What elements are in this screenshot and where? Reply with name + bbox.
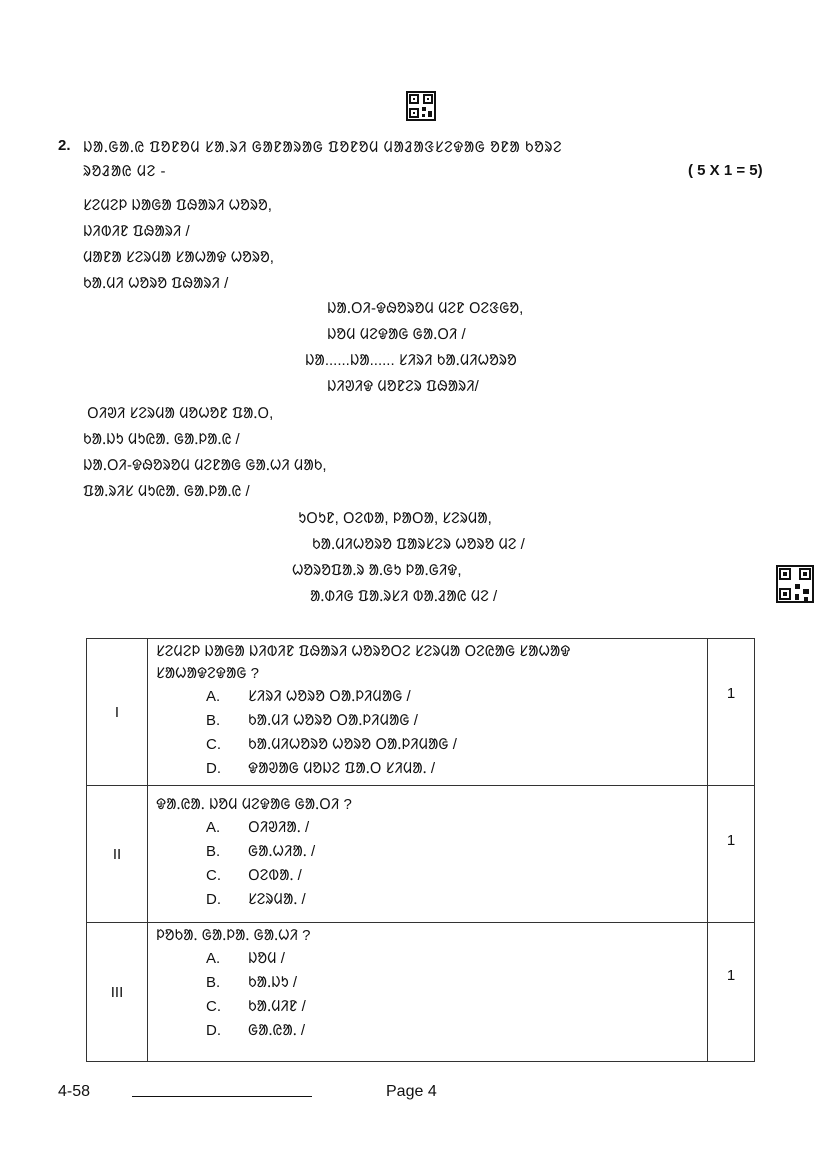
- table-row: [87, 923, 755, 1062]
- poem-stanza-4: [292, 506, 525, 610]
- poem-line: ᱥᱮᱢᱮᱞ ᱡᱟᱜᱟ ᱯᱷᱟᱨᱤ ᱦᱚᱨᱚ,: [83, 197, 272, 214]
- poem-line: ᱡᱟ......ᱡᱟ...... ᱥᱤᱨᱤ ᱠᱟᱹᱢᱤᱦᱚᱨᱚ: [305, 352, 517, 369]
- poem-line: ᱟᱹᱰᱤᱜ ᱯᱟᱹᱨᱥᱤ ᱵᱟᱹᱲᱟᱭ ᱢᱮ /: [310, 588, 498, 605]
- poem-line: ᱩᱛᱩᱱ, ᱛᱮᱵᱟ, ᱞᱟᱛᱟ, ᱥᱮᱨᱢᱟ,: [298, 510, 492, 527]
- sub-question-text: ᱫᱟᱹᱭᱟᱹ ᱡᱚᱢ ᱢᱮᱫᱟᱜ ᱜᱟᱹᱛᱤ ?: [156, 796, 352, 813]
- option-b: B. ᱠᱟᱹᱢᱤ ᱦᱚᱨᱚ ᱛᱟᱹᱞᱤᱢᱟᱜ /: [206, 712, 418, 729]
- question-marks: ( 5 X 1 = 5): [688, 162, 763, 179]
- option-d: D. ᱫᱟᱣᱟᱜ ᱢᱚᱡᱮ ᱯᱟᱹᱛ ᱥᱤᱢᱟᱹ /: [206, 760, 436, 777]
- option-c: C. ᱠᱟᱹᱢᱤᱦᱚᱨᱚ ᱦᱚᱨᱚ ᱛᱟᱹᱞᱤᱢᱟᱜ /: [206, 736, 457, 753]
- poem-line: ᱢᱟᱱᱟ ᱥᱮᱨᱢᱟ ᱥᱟᱦᱟᱫ ᱦᱚᱨᱚ,: [83, 249, 274, 266]
- footer-divider: [132, 1096, 312, 1097]
- row-number: III: [87, 923, 148, 1062]
- poem-stanza-3: [83, 401, 327, 505]
- poem-line: ᱠᱟᱹᱡᱩ ᱢᱩᱭᱟᱹ ᱜᱟᱹᱞᱟᱹᱭ /: [83, 431, 240, 448]
- option-a: A. ᱡᱚᱢ /: [206, 950, 285, 967]
- poem-stanza-2: [305, 296, 523, 400]
- page-number: Page 4: [386, 1083, 437, 1100]
- qr-code-top: [406, 91, 436, 121]
- poem-line: ᱠᱟᱹᱢᱤᱦᱚᱨᱚ ᱯᱟᱨᱥᱮᱨ ᱦᱚᱨᱚ ᱢᱮ /: [312, 536, 525, 553]
- option-b: B. ᱜᱟᱹᱦᱤᱟᱹ /: [206, 843, 316, 860]
- poem-line: ᱦᱚᱨᱚᱯᱟᱹᱨ ᱟᱹᱜᱩ ᱞᱟᱹᱜᱤᱫ,: [292, 562, 462, 579]
- poem-line: ᱡᱚᱢ ᱢᱮᱫᱟᱜ ᱜᱟᱹᱛᱤ /: [327, 326, 466, 343]
- question-cell: [148, 923, 708, 1062]
- row-mark: 1: [708, 923, 755, 1062]
- qr-code-side: [776, 565, 814, 603]
- option-b: B. ᱠᱟᱹᱡᱩ /: [206, 974, 298, 991]
- table-row: [87, 639, 755, 786]
- row-mark: 1: [708, 786, 755, 923]
- poem-line: ᱡᱟᱹᱛᱤ-ᱫᱷᱚᱨᱚᱢ ᱢᱮᱱᱟᱜ ᱜᱟᱹᱦᱤ ᱢᱟᱠ,: [83, 457, 327, 474]
- questions-table: [86, 638, 755, 1062]
- poem-line: ᱯᱟᱹᱨᱤᱥ ᱢᱩᱭᱟᱹ ᱜᱟᱹᱞᱟᱹᱭ /: [83, 483, 250, 500]
- row-number: II: [87, 786, 148, 923]
- sub-question-text: ᱥᱮᱢᱮᱞ ᱡᱟᱜᱟ ᱡᱤᱵᱤᱱ ᱯᱷᱟᱨᱤ ᱦᱚᱨᱚᱛᱮ ᱥᱮᱨᱢᱟ ᱛᱮᱭᱟᱜ ᱥᱟᱦᱟᱫ: [156, 643, 571, 660]
- row-mark: 1: [708, 639, 755, 786]
- sub-question-text: ᱞᱚᱠᱟᱹ ᱜᱟᱹᱞᱟᱹ ᱜᱟᱹᱦᱤ ?: [156, 927, 311, 944]
- poem-line: ᱡᱟᱹᱛᱤ-ᱫᱷᱚᱨᱚᱢ ᱢᱮᱱ ᱛᱮᱝᱜᱚ,: [327, 300, 524, 317]
- row-number: I: [87, 639, 148, 786]
- table-row: [87, 786, 755, 923]
- question-instruction-line2: ᱨᱚᱲᱟᱭ ᱢᱮ -: [83, 163, 166, 180]
- footer-code: 4-58: [58, 1083, 91, 1100]
- question-instruction-line1: ᱡᱟᱹᱜᱟᱹᱭ ᱯᱚᱱᱚᱢ ᱥᱟᱹᱨᱤ ᱜᱟᱱᱟᱨᱟᱜ ᱯᱚᱱᱚᱢ ᱢᱟᱲᱟᱝᱥᱮᱫᱟᱜ ᱚᱱᱟ ᱠᱚᱨᱮ: [83, 139, 563, 156]
- question-number: 2.: [58, 137, 71, 154]
- option-c: C. ᱛᱮᱵᱟᱹ /: [206, 867, 302, 884]
- option-a: A. ᱥᱤᱨᱤ ᱦᱚᱨᱚ ᱛᱟᱹᱞᱤᱢᱟᱜ /: [206, 688, 411, 705]
- poem-line: ᱡᱤᱵᱤᱱ ᱯᱷᱟᱨᱤ /: [83, 223, 190, 240]
- sub-question-text-cont: ᱥᱟᱦᱟᱫᱮᱫᱟᱜ ?: [156, 665, 259, 682]
- question-cell: [148, 639, 708, 786]
- poem-line: ᱡᱤᱣᱤᱫ ᱢᱚᱱᱮᱨ ᱯᱷᱟᱨᱤ/: [327, 378, 479, 395]
- option-d: D. ᱜᱟᱹᱭᱟᱹ /: [206, 1022, 306, 1039]
- option-d: D. ᱥᱮᱨᱢᱟᱹ /: [206, 891, 306, 908]
- option-a: A. ᱛᱤᱣᱤᱟᱹ /: [206, 819, 310, 836]
- poem-line: ᱠᱟᱹᱢᱤ ᱦᱚᱨᱚ ᱯᱷᱟᱨᱤ /: [83, 275, 229, 292]
- question-cell: [148, 786, 708, 923]
- poem-line: ᱛᱤᱣᱤ ᱥᱮᱨᱢᱟ ᱢᱚᱦᱚᱱ ᱯᱟᱹᱛ,: [87, 405, 274, 422]
- option-c: C. ᱠᱟᱹᱢᱤᱱ /: [206, 998, 306, 1015]
- poem-stanza-1: [83, 193, 274, 297]
